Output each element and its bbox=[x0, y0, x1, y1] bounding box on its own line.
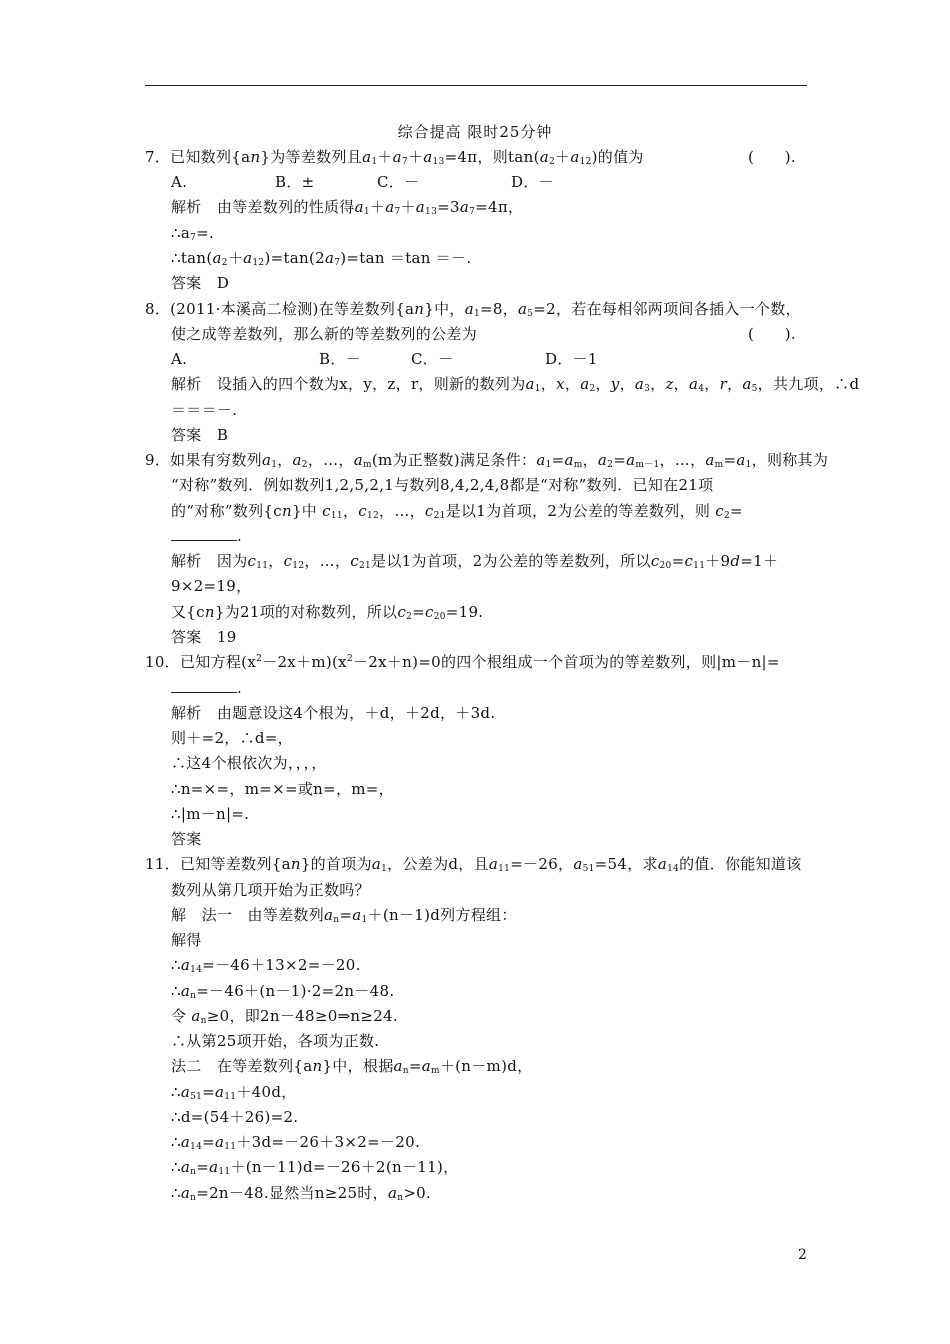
q7-answer-bracket: ( ). bbox=[748, 148, 796, 166]
q11-solution-9: ∴d=(54＋26)=2. bbox=[171, 1108, 299, 1126]
q10-stem-2: . bbox=[171, 676, 242, 701]
q10-solution-1: 解析 由题意设这4个根为，＋d，＋2d，＋3d. bbox=[171, 704, 496, 722]
q8-answer: 答案 B bbox=[171, 426, 229, 444]
q10-solution-2: 则＋=2，∴d=， bbox=[171, 729, 293, 747]
q10-solution-5: ∴|m－n|=. bbox=[171, 805, 250, 823]
q11-solution-12: $\therefore a_n=2n-48$.显然当n≥25时，$a_n>0$. bbox=[171, 1184, 432, 1203]
q11-solution-7: 法二 在等差数列{an}中，根据$a_n=a_m+(n-m)d$， bbox=[171, 1057, 533, 1076]
q9-stem-4: . bbox=[171, 524, 242, 549]
q10-stem-1: 10．已知方程$(x^2-2x+m)(x^2-2x+n)=0$的四个根组成一个首项为的等差数列，则|m－n|= bbox=[145, 653, 780, 671]
q11-solution-11: $\therefore a_n=a_{11}+(n-11)d=-26+2(n-11)$， bbox=[171, 1158, 459, 1177]
q11-solution-8: $\therefore a_{51}=a_{11}+40d$， bbox=[171, 1083, 297, 1102]
q11-solution-6: ∴从第25项开始，各项为正数. bbox=[171, 1032, 380, 1050]
page-number: 2 bbox=[798, 1247, 807, 1263]
q9-stem-3: 的“对称”数列{cn}中 $c_{11}$，$c_{12}$，…，$c_{21}$是以1为首项，2为公差的等差数列，则 $c_2=$ bbox=[171, 502, 743, 521]
q7-answer: 答案 D bbox=[171, 274, 230, 292]
q9-solution-1: 解析 因为$c_{11}$，$c_{12}$，…，$c_{21}$是以1为首项，2为公差的等差数列，所以$c_{20}=c_{11}+9d=1+$ bbox=[171, 552, 779, 571]
q11-solution-4: $\therefore a_n=-46+(n-1)\cdot 2=2n-48$. bbox=[171, 982, 395, 1001]
q11-solution-5: 令 $a_n\ge 0$，即2n－48≥0⇒n≥24. bbox=[171, 1007, 399, 1026]
q7-solution-3: $\therefore\tan(a_2+a_{12})=\tan(2a_7)=\tan =\tan$ ＝－. bbox=[171, 249, 472, 268]
q8-answer-bracket: ( ). bbox=[748, 325, 796, 343]
section-title: 综合提高 限时25分钟 bbox=[397, 123, 553, 141]
q7-solution-1: 解析 由等差数列的性质得$a_1+a_7+a_{13}=3a_7=4\pi$， bbox=[171, 198, 524, 217]
q10-answer-blank bbox=[171, 680, 237, 693]
q7-options: A. B．± C．－ D．－ bbox=[171, 173, 554, 191]
q10-answer: 答案 bbox=[171, 830, 202, 848]
q8-solution-1: 解析 设插入的四个数为x，y，z，r，则新的数列为$a_1$，x，$a_2$，y，$a_3$，z，$a_4$，r，$a_5$，共九项，∴d bbox=[171, 375, 860, 394]
q11-stem-1: 11．已知等差数列{an}的首项为$a_1$，公差为d，且$a_{11}=-26$，$a_{51}=54$，求$a_{14}$的值．你能知道该 bbox=[145, 855, 802, 874]
q11-solution-2: 解得 bbox=[171, 931, 202, 949]
q7-solution-2: $\therefore a_7=$. bbox=[171, 224, 215, 243]
q8-solution-2: ＝＝＝－. bbox=[171, 401, 238, 419]
q11-solution-3: $\therefore a_{14}=-46+13\times 2=-20$. bbox=[171, 956, 361, 975]
header-rule bbox=[145, 85, 807, 86]
q8-options: A. B．－ C．－ D．－1 bbox=[171, 350, 598, 368]
q10-solution-4: ∴n=×=，m=×=或n=，m=， bbox=[171, 780, 394, 798]
q9-stem-1: 9．如果有穷数列$a_1$，$a_2$，…，$a_m(m$为正整数)满足条件：$a_1=a_m$，$a_2=a_{m-1}$，…，$a_m=a_1$，则称其为 bbox=[145, 451, 829, 470]
q9-stem-2: “对称”数列．例如数列1,2,5,2,1与数列8,4,2,4,8都是“对称”数列．已知在21项 bbox=[171, 476, 714, 494]
q10-solution-3: ∴这4个根依次为，，，， bbox=[171, 754, 327, 772]
q11-solution-1: 解 法一 由等差数列$a_n=a_1+(n-1)d$列方程组： bbox=[171, 906, 517, 925]
q9-answer: 答案 19 bbox=[171, 628, 237, 646]
q11-stem-2: 数列从第几项开始为正数吗？ bbox=[171, 881, 370, 899]
q11-solution-10: $\therefore a_{14}=a_{11}+3d=-26+3\times 2=-20$. bbox=[171, 1133, 421, 1152]
q8-stem-1: 8．(2011·本溪高二检测)在等差数列{an}中，$a_1=8$，$a_5=2$，若在每相邻两项间各插入一个数， bbox=[145, 300, 801, 319]
q7-stem: 7．已知数列{an}为等差数列且$a_1+a_7+a_{13}=4\pi$，则$\tan(a_2+a_{12})$的值为 bbox=[145, 148, 644, 167]
q9-solution-2: 9×2=19， bbox=[171, 577, 252, 595]
q9-answer-blank bbox=[171, 528, 237, 541]
q8-stem-2: 使之成等差数列，那么新的等差数列的公差为 bbox=[171, 325, 478, 343]
q9-solution-3: 又{cn}为21项的对称数列，所以$c_2=c_{20}=19$. bbox=[171, 603, 484, 622]
